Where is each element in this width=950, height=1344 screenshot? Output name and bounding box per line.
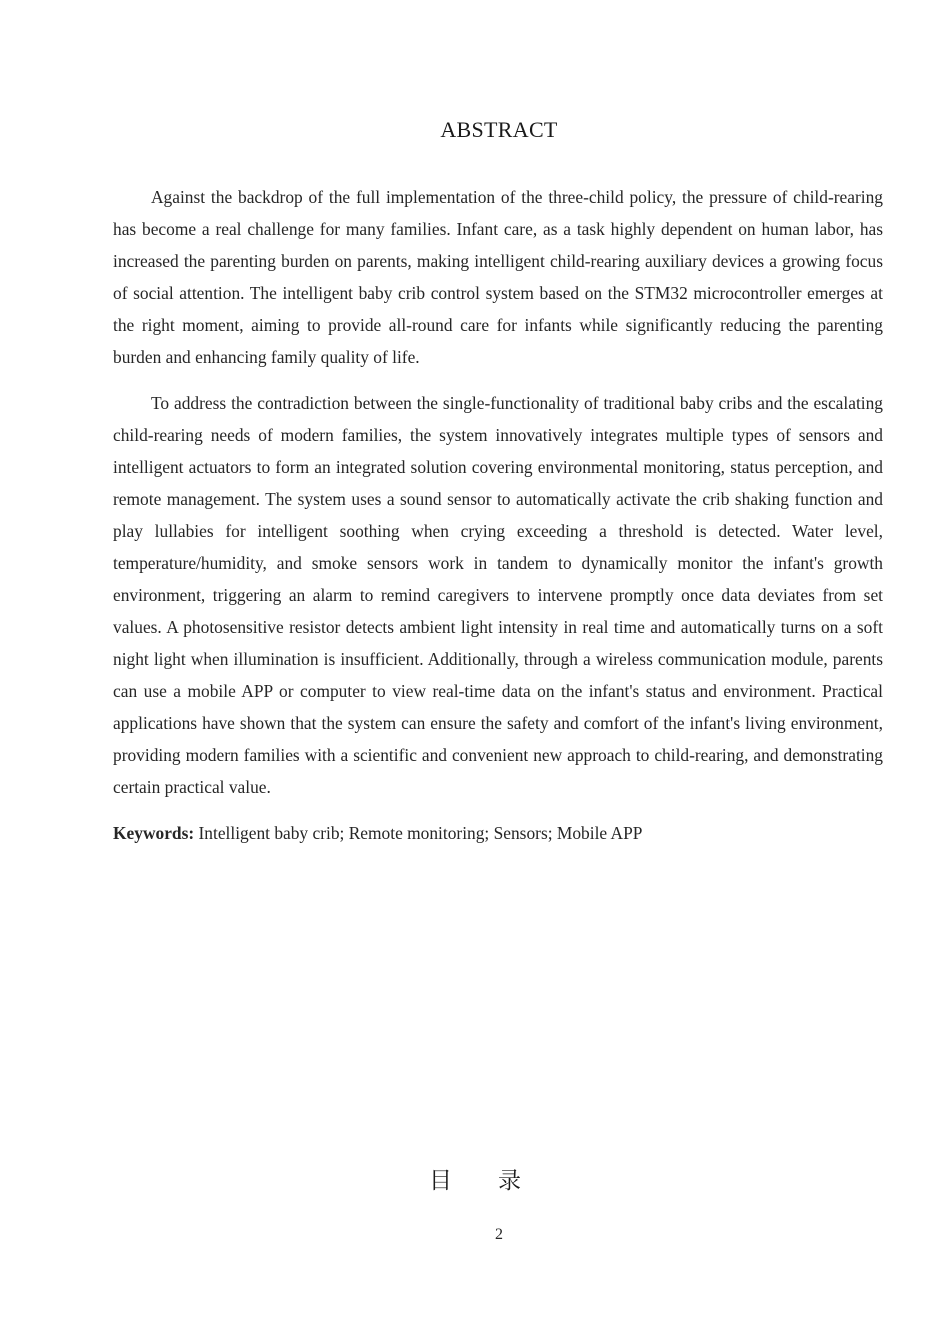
toc-heading bbox=[0, 1162, 950, 1195]
toc-heading-char-2: 录 bbox=[498, 1168, 521, 1194]
abstract-heading: ABSTRACT bbox=[440, 117, 558, 142]
toc-heading-char-1: 目 bbox=[429, 1168, 452, 1194]
keywords-label: Keywords: bbox=[113, 823, 195, 843]
keywords-line bbox=[113, 817, 883, 849]
abstract-paragraph-2: To address the contradiction between the single-functionality of traditional baby cribs and the escalating child-rearing needs of modern families, the system innovatively integrates multiple types of sensors and intelligent actuators to form an integrated solution covering environmental monitoring, status perception, and remote management. The system uses a sound sensor to automatically activate the crib shaking function and play lullabies for intelligent soothing when crying exceeding a threshold is detected. Water level, temperature/humidity, and smoke sensors work in tandem to dynamically monitor the infant's growth environment, triggering an alarm to remind caregivers to intervene promptly once data deviates from set values. A photosensitive resistor detects ambient light intensity in real time and automatically turns on a soft night light when illumination is insufficient. Additionally, through a wireless communication module, parents can use a mobile APP or computer to view real-time data on the infant's status and environment. Practical applications have shown that the system can ensure the safety and comfort of the infant's living environment, providing modern families with a scientific and convenient new approach to child-rearing, and demonstrating certain practical value. bbox=[113, 393, 883, 797]
keywords-text: Intelligent baby crib; Remote monitoring; Sensors; Mobile APP bbox=[194, 823, 643, 843]
abstract-body bbox=[113, 181, 883, 849]
page-number: 2 bbox=[495, 1226, 503, 1243]
abstract-paragraph-1: Against the backdrop of the full implementation of the three-child policy, the pressure of child-rearing has become a real challenge for many families. Infant care, as a task highly dependent on human labor, has increased the parenting burden on parents, making intelligent child-rearing auxiliary devices a growing focus of social attention. The intelligent baby crib control system based on the STM32 microcontroller emerges at the right moment, aiming to provide all-round care for infants while significantly reducing the parenting burden and enhancing family quality of life. bbox=[113, 187, 883, 367]
